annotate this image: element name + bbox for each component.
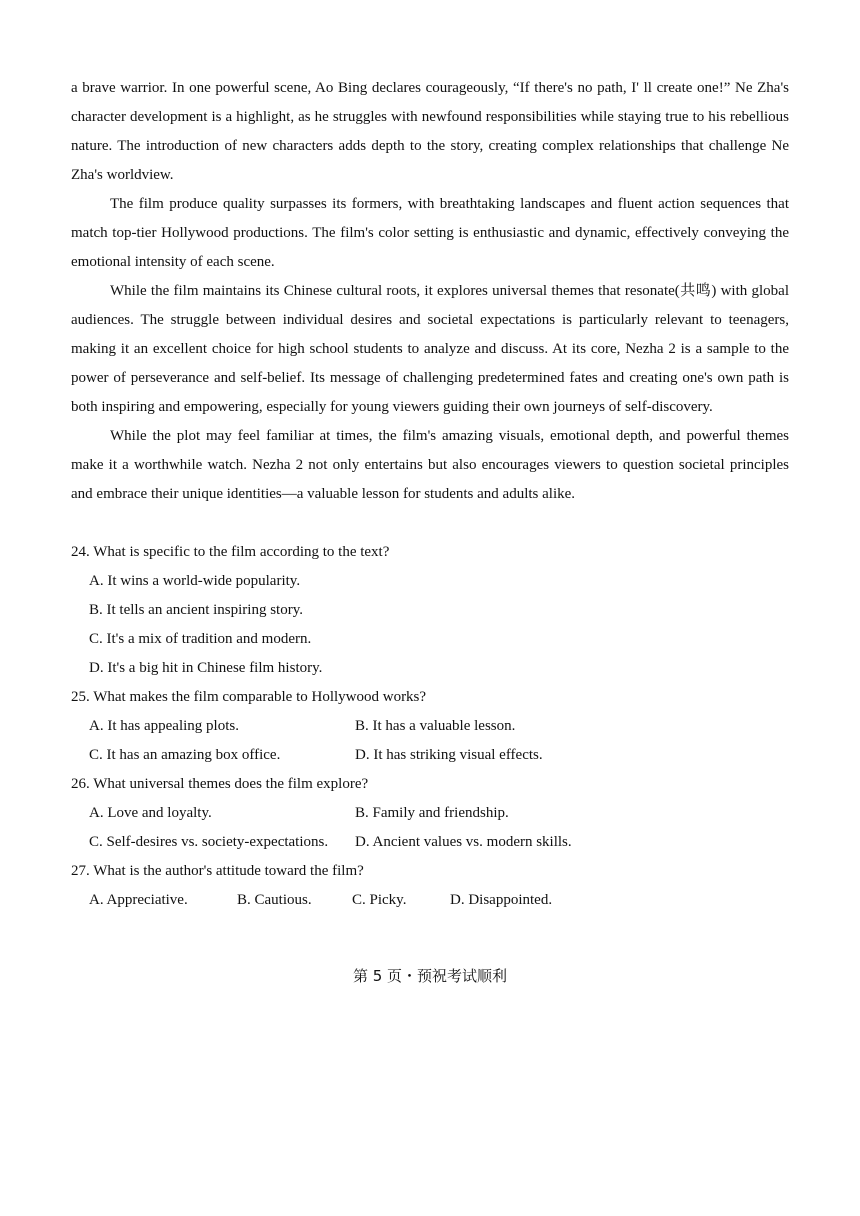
question-25: [71, 683, 789, 770]
option-c: C. Self-desires vs. society-expectations.: [89, 834, 329, 850]
option-row: [71, 654, 789, 683]
option-d: D. Disappointed.: [450, 892, 553, 908]
option-b: B. It tells an ancient inspiring story.: [89, 602, 303, 618]
reading-passage: [71, 74, 789, 509]
option-a: A. Appreciative.: [89, 892, 188, 908]
passage-paragraph-4: While the plot may feel familiar at times, the film's amazing visuals, emotional depth, and powerful themes make it a worthwhile watch. Nezha 2 not only entertains but also encourages viewers to question societal principles and embrace their unique identities—a valuable lesson for students and adults alike.: [71, 428, 789, 502]
option-row: [71, 799, 789, 828]
question-stem: 26. What universal themes does the film explore?: [71, 776, 369, 792]
exam-page: [71, 74, 789, 915]
passage-paragraph-1: a brave warrior. In one powerful scene, Ao Bing declares courageously, “If there's no path, I' ll create one!” Ne Zha's character development is a highlight, as he struggles with newfound responsibilities while staying true to his rebellious nature. The introduction of new characters adds depth to the story, creating complex relationships that challenge Ne Zha's worldview.: [71, 80, 789, 183]
passage-paragraph-2: The film produce quality surpasses its formers, with breathtaking landscapes and fluent action sequences that match top-tier Hollywood productions. The film's color setting is enthusiastic and dynamic, effectively conveying the emotional intensity of each scene.: [71, 196, 789, 270]
question-stem: 24. What is specific to the film according to the text?: [71, 544, 390, 560]
page-footer: 第 5 页・预祝考试顺利: [352, 967, 508, 985]
option-row: [71, 741, 789, 770]
question-stem: 27. What is the author's attitude toward the film?: [71, 863, 364, 879]
option-a: A. It has appealing plots.: [89, 718, 239, 734]
option-b: B. Cautious.: [237, 892, 312, 908]
option-b: B. Family and friendship.: [355, 805, 509, 821]
option-c: C. It's a mix of tradition and modern.: [89, 631, 312, 647]
option-c: C. It has an amazing box office.: [89, 747, 281, 763]
option-row: [71, 828, 789, 857]
option-row: [71, 625, 789, 654]
question-26: [71, 770, 789, 857]
option-d: D. It has striking visual effects.: [355, 747, 543, 763]
option-row: [71, 567, 789, 596]
option-d: D. It's a big hit in Chinese film history.: [89, 660, 323, 676]
passage-paragraph-3: While the film maintains its Chinese cultural roots, it explores universal themes that resonate(共鸣) with global audiences. The struggle between individual desires and societal expectations is particularly relevant to teenagers, making it an excellent choice for high school students to analyze and discuss. At its core, Nezha 2 is a sample to the power of perseverance and self-belief. Its message of challenging predetermined fates and creating one's own path is both inspiring and empowering, especially for young viewers guiding their own journeys of self-discovery.: [71, 283, 789, 415]
question-stem: 25. What makes the film comparable to Hollywood works?: [71, 689, 427, 705]
option-c: C. Picky.: [352, 892, 407, 908]
option-row: [71, 886, 789, 915]
option-row: [71, 712, 789, 741]
option-d: D. Ancient values vs. modern skills.: [355, 834, 572, 850]
option-a: A. Love and loyalty.: [89, 805, 212, 821]
option-row: [71, 596, 789, 625]
question-24: [71, 538, 789, 683]
question-27: [71, 857, 789, 915]
option-b: B. It has a valuable lesson.: [355, 718, 516, 734]
question-list: [71, 538, 789, 915]
option-a: A. It wins a world-wide popularity.: [89, 573, 301, 589]
